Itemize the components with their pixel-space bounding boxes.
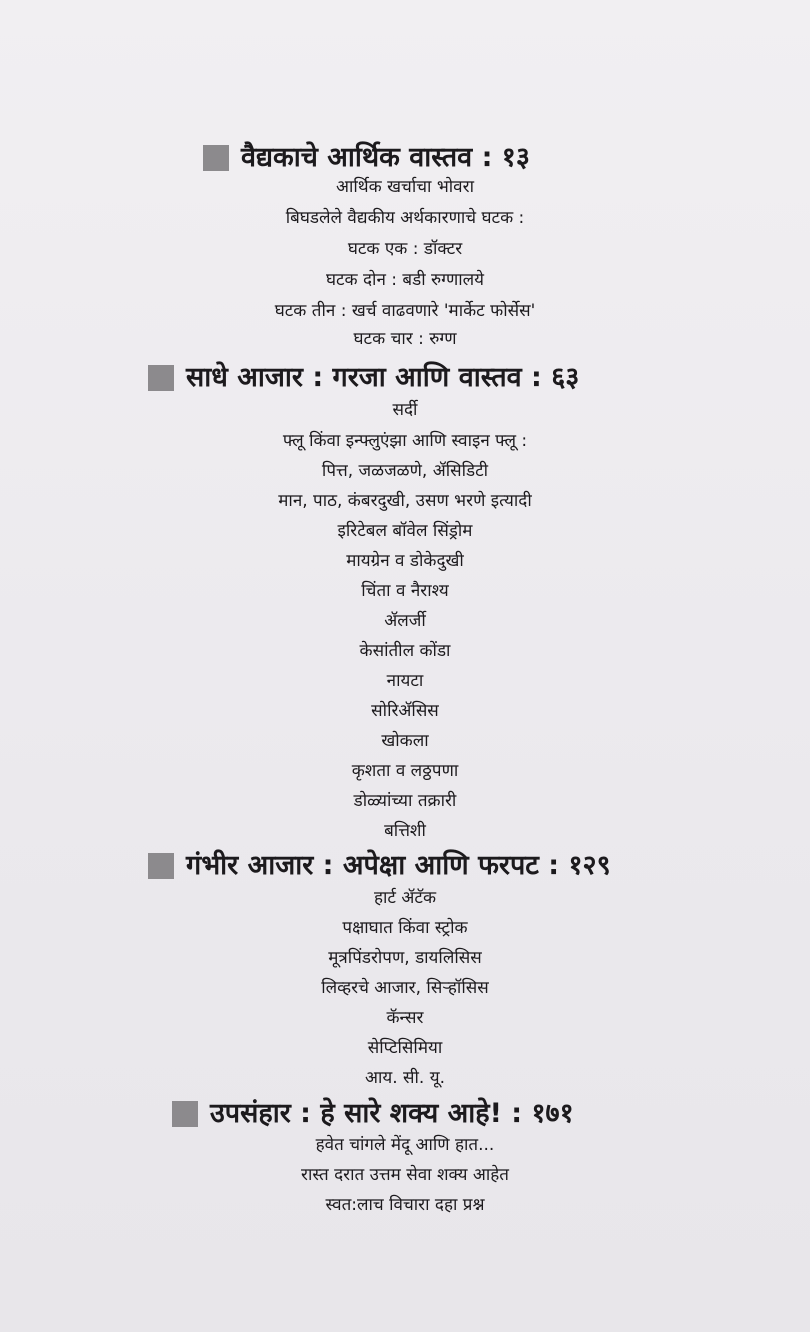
list-item: आय. सी. यू. (364, 1068, 445, 1088)
section-heading-4 (172, 1096, 574, 1132)
list-item: केसांतील कोंडा (359, 641, 451, 661)
list-item: खोकला (381, 731, 429, 751)
list-item: इरिटेबल बॉवेल सिंड्रोम (337, 521, 473, 541)
list-item: हार्ट ॲटॅक (373, 888, 436, 908)
list-item: डोळ्यांच्या तक्रारी (353, 791, 457, 811)
section-heading-3 (148, 848, 611, 884)
list-item: मूत्रपिंडरोपण, डायलिसिस (328, 948, 482, 968)
list-item: घटक दोन : बडी रुग्णालये (325, 270, 485, 290)
list-item: घटक चार : रुग्ण (353, 329, 457, 349)
list-item: रास्त दरात उत्तम सेवा शक्य आहेत (301, 1165, 509, 1185)
list-item: हवेत चांगले मेंदू आणि हात... (315, 1135, 495, 1155)
list-item: बिघडलेले वैद्यकीय अर्थकारणाचे घटक : (285, 208, 525, 228)
square-bullet-icon (148, 365, 174, 391)
section-heading-2 (148, 360, 579, 396)
list-item: कॅन्सर (386, 1008, 424, 1028)
list-item: सेप्टिसिमिया (367, 1038, 443, 1058)
list-item: ॲलर्जी (384, 611, 426, 631)
list-item: पक्षाघात किंवा स्ट्रोक (342, 918, 468, 938)
list-item: चिंता व नैराश्य (361, 581, 449, 601)
list-item: कृशता व लठ्ठपणा (351, 761, 459, 781)
list-item: सोरिॲसिस (371, 701, 439, 721)
list-item: सर्दी (392, 400, 418, 420)
list-item: मान, पाठ, कंबरदुखी, उसण भरणे इत्यादी (278, 491, 532, 511)
list-item: मायग्रेन व डोकेदुखी (346, 551, 464, 571)
list-item: बत्तिशी (384, 821, 426, 841)
square-bullet-icon (148, 853, 174, 879)
list-item: आर्थिक खर्चाचा भोवरा (336, 177, 474, 197)
square-bullet-icon (172, 1101, 198, 1127)
list-item: पित्त, जळजळणे, ॲसिडिटी (321, 461, 489, 481)
list-item: लिव्हरचे आजार, सिऱ्हॉसिस (321, 978, 489, 998)
section-heading-1 (203, 140, 530, 176)
section-title: साधे आजार : गरजा आणि वास्तव : ६३ (186, 362, 580, 393)
section-title: गंभीर आजार : अपेक्षा आणि फरपट : १२९ (186, 850, 611, 881)
list-item: नायटा (386, 671, 424, 691)
section-title: उपसंहार : हे सारे शक्य आहे! : १७१ (210, 1098, 574, 1129)
list-item: स्वत:लाच विचारा दहा प्रश्न (325, 1195, 485, 1215)
square-bullet-icon (203, 145, 229, 171)
list-item: घटक एक : डॉक्टर (347, 239, 463, 259)
section-title: वैद्यकाचे आर्थिक वास्तव : १३ (241, 142, 530, 173)
list-item: फ्लू किंवा इन्फ्लुएंझा आणि स्वाइन फ्लू : (282, 431, 528, 451)
list-item: घटक तीन : खर्च वाढवणारे 'मार्केट फोर्सेस' (274, 301, 536, 321)
